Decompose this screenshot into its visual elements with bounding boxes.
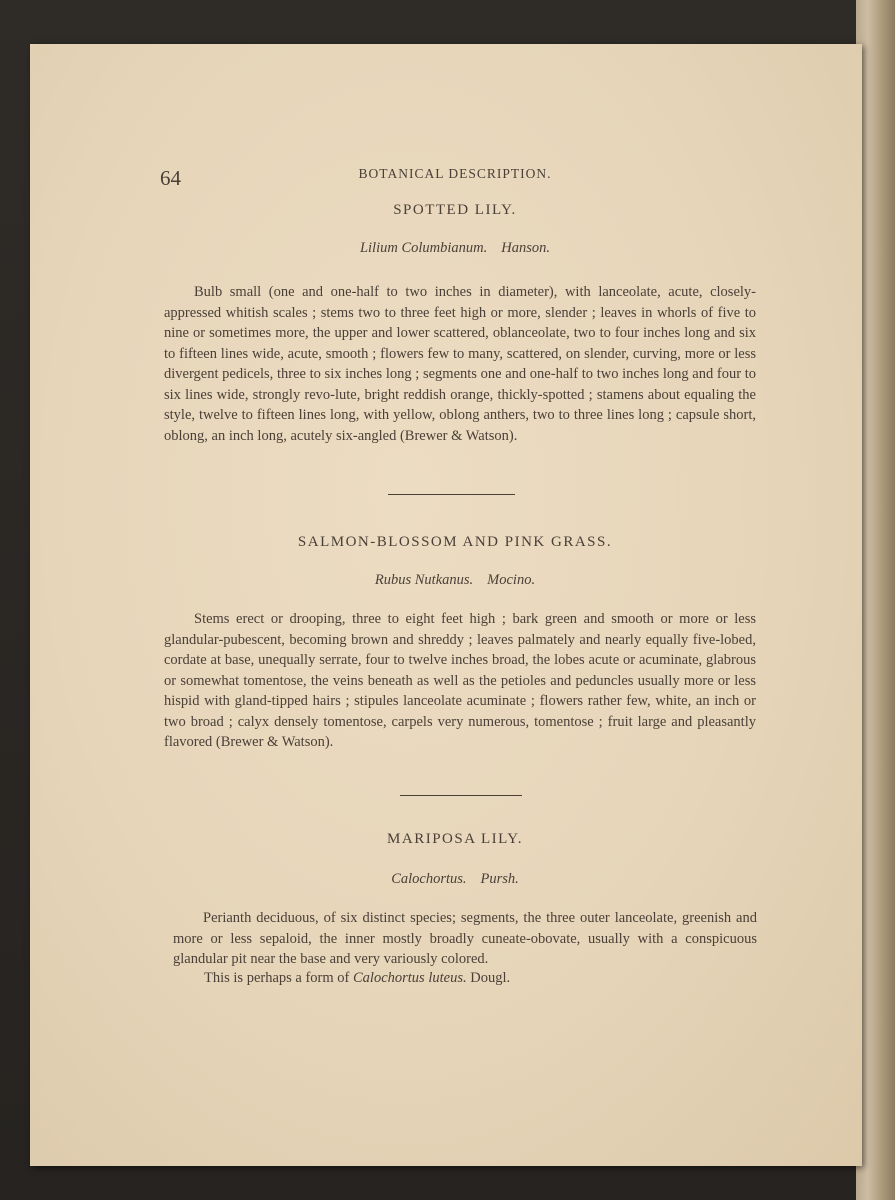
description-spotted-lily: Bulb small (one and one-half to two inches in diameter), with lanceolate, acute, closely-appressed whitish scales ; stems two to three feet high or more, slender ; leaves in whorls of five to nine or sometimes more, the upper and lower scattered, oblanceolate, two to four inches long and six to fifteen lines wide, acute, smooth ; flowers few to many, scattered, on slender, curving, more or less divergent pedicels, three to six inches long ; segments one and one-half to two inches long and four to six lines wide, strongly revo-lute, bright reddish orange, thickly-spotted ; stamens about equaling the style, twelve to fifteen lines long, with yellow, oblong anthers, two to three lines long ; capsule short, oblong, an inch long, acutely six-angled (Brewer & Watson).: [164, 284, 756, 444]
latin-name: Rubus Nutkanus.: [374, 572, 474, 588]
book-page: [30, 44, 862, 1166]
latin-name: Calochortus.: [391, 871, 467, 887]
authority: Mocino.: [487, 572, 536, 588]
authority: Pursh.: [480, 871, 519, 887]
section-divider: [388, 494, 515, 495]
latin-name-salmon-blossom: [30, 572, 880, 589]
note-species: Calochortus luteus.: [353, 970, 467, 986]
section-title-salmon-blossom: SALMON-BLOSSOM AND PINK GRASS.: [297, 534, 613, 550]
note-authority: Dougl.: [470, 970, 511, 986]
description-mariposa-lily: Perianth deciduous, of six distinct species; segments, the three outer lanceolate, greenish and more or less sepaloid, the inner mostly broadly cuneate-obovate, usually with a conspicuous glandular pit near the base and very variously colored.: [173, 910, 757, 967]
latin-name: Lilium Columbianum.: [359, 240, 488, 256]
description-salmon-blossom: Stems erect or drooping, three to eight feet high ; bark green and smooth or more or less glandular-pubescent, becoming brown and shreddy ; leaves palmately and nearly equally five-lobed, cordate at base, unequally serrate, four to twelve inches broad, the lobes acute or acuminate, glabrous or somewhat tomentose, the veins beneath as well as the petioles and peduncles usually more or less hispid with gland-tipped hairs ; stipules lanceolate acuminate ; flowers rather few, white, an inch or two broad ; calyx densely tomentose, carpels very numerous, tomentose ; fruit large and pleasantly flavored (Brewer & Watson).: [164, 611, 756, 750]
section-divider: [400, 795, 522, 796]
running-head: BOTANICAL DESCRIPTION.: [358, 166, 552, 181]
note-calochortus-luteus: [204, 970, 764, 987]
note-prefix: This is perhaps a form of: [204, 970, 350, 986]
latin-name-spotted-lily: [30, 240, 880, 257]
latin-name-mariposa-lily: [30, 871, 880, 888]
authority: Hanson.: [501, 240, 551, 256]
page-number: 64: [160, 166, 181, 190]
section-title-mariposa-lily: MARIPOSA LILY.: [387, 831, 523, 847]
section-title-spotted-lily: SPOTTED LILY.: [393, 202, 517, 218]
